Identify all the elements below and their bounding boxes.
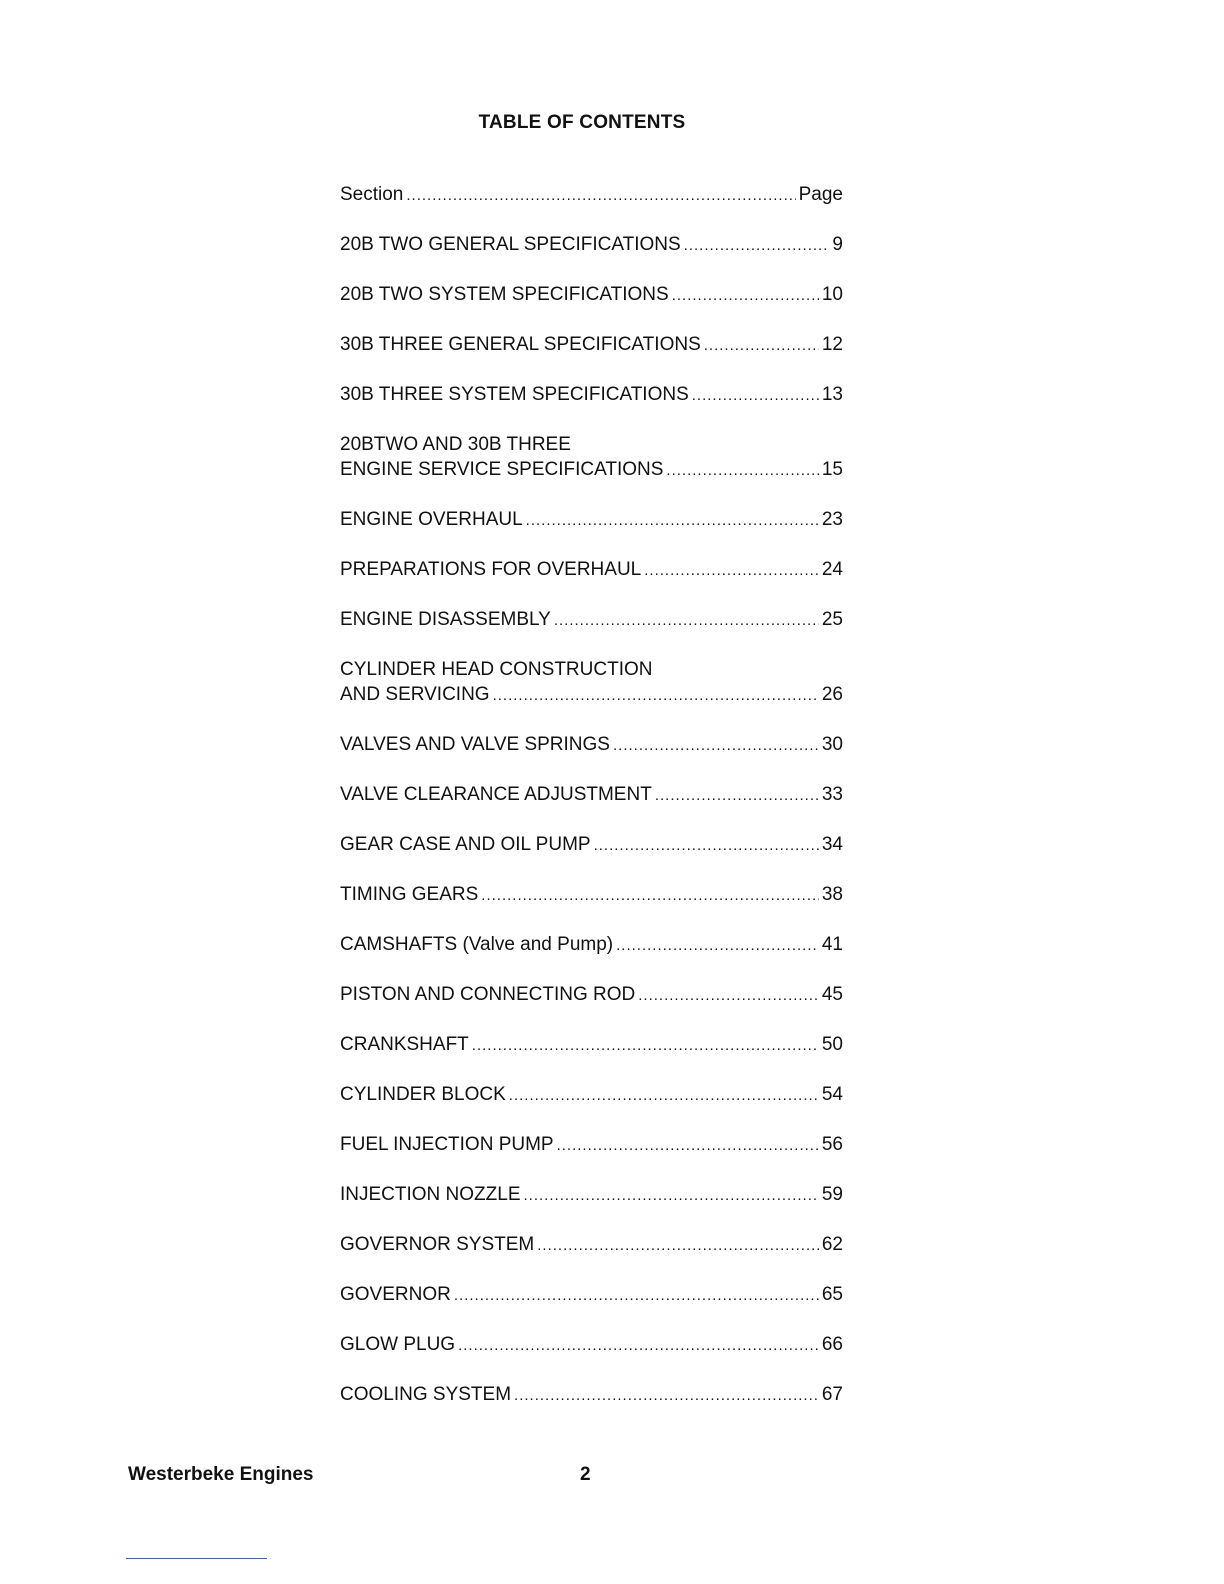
dot-leader (666, 458, 818, 483)
toc-entry-title: CAMSHAFTS (Valve and Pump) (340, 934, 614, 955)
toc-entry (340, 232, 843, 258)
dot-leader (481, 883, 819, 908)
toc-entry-page: 67 (821, 1384, 843, 1405)
toc-entry-page: 59 (821, 1184, 843, 1205)
dot-leader (509, 1083, 819, 1108)
toc-entry (340, 932, 843, 958)
section-column-label: Section (340, 184, 404, 205)
page-title: TABLE OF CONTENTS (478, 112, 686, 133)
toc-entry-title: FUEL INJECTION PUMP (340, 1134, 554, 1155)
toc-entry-page: 23 (821, 509, 843, 530)
toc-entry (340, 332, 843, 358)
toc-entry-page: 24 (821, 559, 843, 580)
toc-entry-page: 38 (821, 884, 843, 905)
toc-entry-page: 15 (821, 459, 843, 480)
dot-leader (554, 608, 819, 633)
toc-header-row (340, 182, 843, 208)
dot-leader (655, 783, 819, 808)
toc-entry (340, 557, 843, 583)
toc-entry (340, 382, 843, 408)
toc-entry (340, 432, 843, 483)
toc-entry-title: GLOW PLUG (340, 1334, 456, 1355)
toc-entry-page: 33 (821, 784, 843, 805)
toc-entry-page: 9 (832, 234, 843, 255)
toc-entry-page: 45 (821, 984, 843, 1005)
dot-leader (406, 183, 795, 208)
toc-entry (340, 1332, 843, 1358)
toc-entry (340, 1182, 843, 1208)
toc-entry-page: 41 (821, 934, 843, 955)
toc-entry (340, 507, 843, 533)
toc-entry (340, 1282, 843, 1308)
footer-publisher: Westerbeke Engines (128, 1464, 314, 1485)
toc-entry (340, 1232, 843, 1258)
toc-entry-title: INJECTION NOZZLE (340, 1184, 521, 1205)
toc-entry-title: PISTON AND CONNECTING ROD (340, 984, 636, 1005)
toc-entry-page: 56 (821, 1134, 843, 1155)
toc-entry-page: 34 (821, 834, 843, 855)
dot-leader (557, 1133, 819, 1158)
dot-leader (704, 333, 819, 358)
toc-entry (340, 832, 843, 858)
toc-entry-title: 30B THREE GENERAL SPECIFICATIONS (340, 334, 701, 355)
toc-entry-title: VALVES AND VALVE SPRINGS (340, 734, 610, 755)
toc-entry-title: PREPARATIONS FOR OVERHAUL (340, 559, 642, 580)
toc-entry-title: 30B THREE SYSTEM SPECIFICATIONS (340, 384, 689, 405)
dot-leader (672, 283, 819, 308)
dot-leader (472, 1033, 819, 1058)
toc-entry (340, 1082, 843, 1108)
toc-entry-title: ENGINE OVERHAUL (340, 509, 523, 530)
dot-leader (458, 1333, 819, 1358)
toc-entry-page: 30 (821, 734, 843, 755)
dot-leader (537, 1233, 819, 1258)
toc-entry-title: CRANKSHAFT (340, 1034, 469, 1055)
toc-entry (340, 732, 843, 758)
toc-entry (340, 282, 843, 308)
dot-leader (514, 1383, 819, 1408)
toc-entry-page: 62 (821, 1234, 843, 1255)
toc-entry-page: 66 (821, 1334, 843, 1355)
toc-entry-page: 65 (821, 1284, 843, 1305)
page-column-label: Page (798, 184, 843, 205)
toc-entry-page: 25 (821, 609, 843, 630)
footer-page-number: 2 (580, 1464, 591, 1485)
toc-entry-title: CYLINDER BLOCK (340, 1084, 506, 1105)
toc-entry (340, 982, 843, 1008)
toc-entry (340, 657, 843, 708)
toc-entry-page: 13 (821, 384, 843, 405)
toc-entry-title: 20B TWO GENERAL SPECIFICATIONS (340, 234, 681, 255)
toc-entry-page: 10 (821, 284, 843, 305)
dot-leader (613, 733, 819, 758)
dot-leader (526, 508, 819, 533)
table-of-contents (340, 182, 843, 1432)
toc-entry-page: 54 (821, 1084, 843, 1105)
dot-leader (493, 683, 819, 708)
toc-entry-title-line1: 20BTWO AND 30B THREE (340, 434, 571, 455)
dot-leader (638, 983, 819, 1008)
dot-leader (616, 933, 819, 958)
toc-entry-title: GOVERNOR SYSTEM (340, 1234, 535, 1255)
toc-entry-title: COOLING SYSTEM (340, 1384, 512, 1405)
toc-entry-page: 12 (821, 334, 843, 355)
toc-entry-title: GOVERNOR (340, 1284, 451, 1305)
toc-entry-page: 26 (821, 684, 843, 705)
dot-leader (684, 233, 830, 258)
toc-entry-title-line2: AND SERVICING (340, 684, 490, 705)
toc-entry (340, 882, 843, 908)
toc-entry-title: GEAR CASE AND OIL PUMP (340, 834, 591, 855)
toc-entry-title: TIMING GEARS (340, 884, 479, 905)
toc-entry (340, 1032, 843, 1058)
toc-entry-title: 20B TWO SYSTEM SPECIFICATIONS (340, 284, 669, 305)
toc-entry-page: 50 (821, 1034, 843, 1055)
toc-entry (340, 607, 843, 633)
dot-leader (594, 833, 819, 858)
dot-leader (524, 1183, 819, 1208)
bottom-rule (126, 1558, 267, 1559)
dot-leader (692, 383, 819, 408)
dot-leader (644, 558, 819, 583)
toc-entry-title-line2: ENGINE SERVICE SPECIFICATIONS (340, 459, 664, 480)
toc-entry-title: VALVE CLEARANCE ADJUSTMENT (340, 784, 652, 805)
toc-entry (340, 782, 843, 808)
toc-entry (340, 1132, 843, 1158)
dot-leader (454, 1283, 819, 1308)
toc-entry-title-line1: CYLINDER HEAD CONSTRUCTION (340, 659, 653, 680)
toc-entry (340, 1382, 843, 1408)
toc-entry-title: ENGINE DISASSEMBLY (340, 609, 551, 630)
toc-entries (340, 232, 843, 1408)
